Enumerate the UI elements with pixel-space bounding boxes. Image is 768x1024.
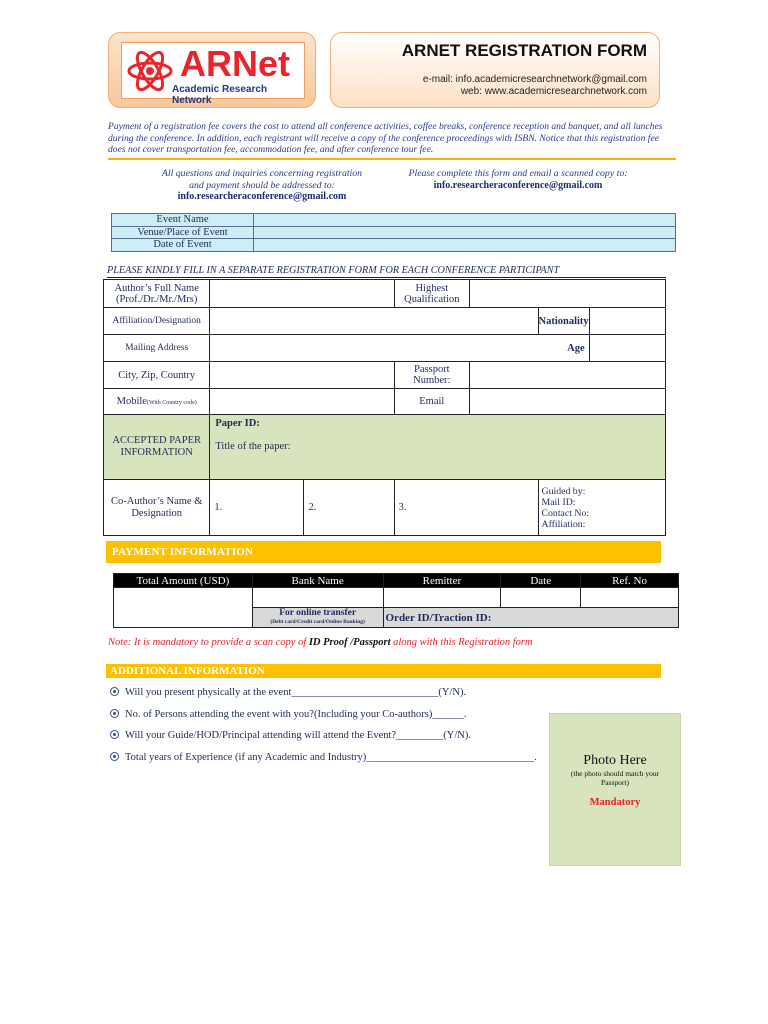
notice-underline: [107, 277, 666, 278]
logo-box: [108, 32, 316, 108]
coauthor-2-number: 2.: [308, 502, 317, 513]
affiliation-label: Affiliation/Designation: [104, 308, 210, 335]
passport-label: [394, 362, 469, 389]
table-row: [104, 415, 666, 480]
mailing-address-label: Mailing Address: [104, 335, 210, 362]
paper-info-field[interactable]: [210, 415, 666, 480]
date-field[interactable]: [501, 588, 581, 608]
mailing-address-field[interactable]: [210, 335, 589, 362]
author-name-field[interactable]: [210, 280, 394, 308]
table-row: [104, 389, 666, 415]
paper-info-label-line-2: INFORMATION: [120, 447, 193, 458]
coauthor-1-field[interactable]: [210, 480, 304, 536]
photo-placeholder[interactable]: [549, 713, 681, 866]
author-name-label: [104, 280, 210, 308]
order-id-label: Order ID/Traction ID:: [385, 611, 492, 624]
mandatory-note-prefix: Note: It is mandatory to provide a scan copy of: [108, 637, 309, 648]
submit-note-line: Please complete this form and email a scanned copy to:: [408, 168, 628, 179]
contact-no-label: Contact No:: [541, 507, 590, 519]
nationality-field[interactable]: [589, 308, 665, 335]
photo-hint-line-1: (the photo should match your: [570, 769, 660, 778]
contact-note-line-2: and payment should be addressed to:: [189, 179, 335, 191]
question-text: Will you present physically at the event____________________________(Y/N).: [125, 687, 467, 698]
passport-label-line-1: Passport: [414, 364, 450, 375]
event-date-label: Date of Event: [112, 239, 254, 252]
mandatory-note: [108, 637, 533, 648]
payment-row: [114, 588, 679, 608]
event-row: [112, 226, 676, 239]
atom-icon: [126, 48, 174, 94]
qualification-label: [394, 280, 469, 308]
online-transfer-label: For online transfer: [279, 607, 357, 618]
coauthor-1-number: 1.: [214, 502, 223, 513]
coauthor-label-line-2: Designation: [131, 507, 183, 519]
submit-note: [390, 168, 646, 191]
header-web: web: www.academicresearchnetwork.com: [460, 86, 647, 97]
bullet-icon: [110, 752, 119, 761]
logo: [121, 42, 305, 106]
guided-by-label: Guided by:: [541, 485, 586, 497]
table-row: [104, 362, 666, 389]
question-text: Total years of Experience (if any Academic and Industry)________________________________.: [125, 752, 537, 763]
bullet-icon: [110, 709, 119, 718]
contact-note-line-1: All questions and inquiries concerning registration: [161, 168, 363, 179]
paper-id-label: Paper ID:: [215, 418, 260, 429]
table-row: [104, 480, 666, 536]
additional-section-header: ADDITIONAL INFORMATION: [106, 664, 661, 678]
online-methods-label: (Debt card/Credit card/Online Banking): [270, 618, 365, 625]
mobile-field[interactable]: [210, 389, 394, 415]
total-amount-field[interactable]: [114, 588, 253, 628]
question-item: [110, 730, 471, 741]
payment-header-date: Date: [501, 574, 581, 588]
age-field[interactable]: [589, 335, 665, 362]
author-name-label-line-2: (Prof./Dr./Mr./Mrs): [116, 293, 198, 305]
mobile-label-text: Mobile: [116, 396, 147, 407]
mobile-label: [104, 389, 210, 415]
paper-info-label: [104, 415, 210, 480]
coauthor-3-number: 3.: [398, 502, 407, 513]
header-box: [330, 32, 660, 108]
coauthor-label: [104, 480, 210, 536]
bank-name-field[interactable]: [252, 588, 383, 608]
email-field[interactable]: [469, 389, 665, 415]
intro-paragraph: Payment of a registration fee covers the cost to attend all conference activities, coffee breaks, conference reception and banquet, and all lunches during the conference. In addition, each registrant will receive a copy of the conference proceedings with ISBN. Notice that this registration fee does not cover transportation fee, accommodation fee, and after conference tour fee.: [108, 121, 663, 155]
logo-subtitle: Academic Research Network: [172, 84, 268, 106]
divider: [108, 158, 676, 160]
question-text: No. of Persons attending the event with you?(Including your Co-authors)______.: [125, 709, 467, 720]
separate-form-notice: PLEASE KINDLY FILL IN A SEPARATE REGISTRATION FORM FOR EACH CONFERENCE PARTICIPANT: [107, 265, 560, 276]
qualification-label-line-1: Highest: [415, 282, 449, 294]
nationality-label-text: Nationality: [538, 315, 589, 327]
payment-table: [113, 573, 679, 628]
question-item: [110, 709, 466, 720]
paper-title-label: Title of the paper:: [215, 441, 291, 452]
payment-header-ref: Ref. No: [581, 574, 679, 588]
coauthor-2-field[interactable]: [304, 480, 394, 536]
event-name-label: Event Name: [112, 214, 254, 227]
question-text: Will your Guide/HOD/Principal attending will attend the Event?_________(Y/N).: [125, 730, 472, 741]
bullet-icon: [110, 687, 119, 696]
contact-note: [124, 168, 400, 203]
header-email: e-mail: info.academicresearchnetwork@gmail.com: [422, 74, 647, 85]
event-table: [111, 213, 676, 252]
nationality-label: [538, 308, 589, 335]
email-label: Email: [394, 389, 469, 415]
passport-label-line-2: Number:: [413, 375, 451, 386]
coauthor-3-field[interactable]: [394, 480, 538, 536]
event-venue-field[interactable]: [254, 226, 676, 239]
payment-header-remitter: Remitter: [383, 574, 501, 588]
photo-mandatory-label: Mandatory: [589, 797, 641, 808]
paper-info-label-line-1: ACCEPTED PAPER: [112, 435, 201, 446]
payment-header-row: [114, 574, 679, 588]
mandatory-note-doc: ID Proof /Passport: [308, 637, 391, 648]
event-date-field[interactable]: [254, 239, 676, 252]
table-row: [104, 308, 666, 335]
mandatory-note-suffix: along with this Registration form: [390, 637, 533, 648]
city-label: City, Zip, Country: [104, 362, 210, 389]
coauthor-label-line-1: Co-Author’s Name &: [111, 495, 203, 507]
logo-title: ARNet: [180, 43, 291, 84]
event-name-field[interactable]: [254, 214, 676, 227]
order-id-field[interactable]: [383, 608, 679, 628]
event-venue-label: Venue/Place of Event: [112, 226, 254, 239]
mobile-hint: (With Country code): [146, 400, 197, 406]
affiliation-short-label: Affiliation:: [541, 518, 586, 530]
bullet-icon: [110, 730, 119, 739]
qualification-label-line-2: Qualification: [404, 293, 460, 305]
ref-no-field[interactable]: [581, 588, 679, 608]
photo-hint-line-2: Passport): [601, 778, 629, 787]
affiliation-field[interactable]: [210, 308, 538, 335]
guide-info-field[interactable]: [538, 480, 666, 536]
table-row: [104, 335, 666, 362]
contact-email: info.researcheraconference@gmail.com: [177, 191, 347, 202]
mail-id-label: Mail ID:: [541, 496, 576, 508]
question-item: [110, 687, 466, 698]
city-field[interactable]: [210, 362, 394, 389]
payment-header-total: Total Amount (USD): [114, 574, 253, 588]
submit-email: info.researcheraconference@gmail.com: [433, 179, 603, 191]
event-row: [112, 214, 676, 227]
form-title: ARNET REGISTRATION FORM: [401, 41, 647, 60]
remitter-field[interactable]: [383, 588, 501, 608]
age-label: Age: [567, 342, 585, 354]
qualification-field[interactable]: [469, 280, 665, 308]
registration-table: [103, 279, 666, 536]
question-item: [110, 752, 537, 763]
passport-field[interactable]: [469, 362, 665, 389]
event-row: [112, 239, 676, 252]
author-name-label-line-1: Author’s Full Name: [114, 282, 199, 294]
photo-title: Photo Here: [583, 753, 647, 768]
online-transfer-cell: [252, 608, 383, 628]
payment-section-header: PAYMENT INFORMATION: [106, 541, 661, 563]
table-row: [104, 280, 666, 308]
payment-header-bank: Bank Name: [252, 574, 383, 588]
